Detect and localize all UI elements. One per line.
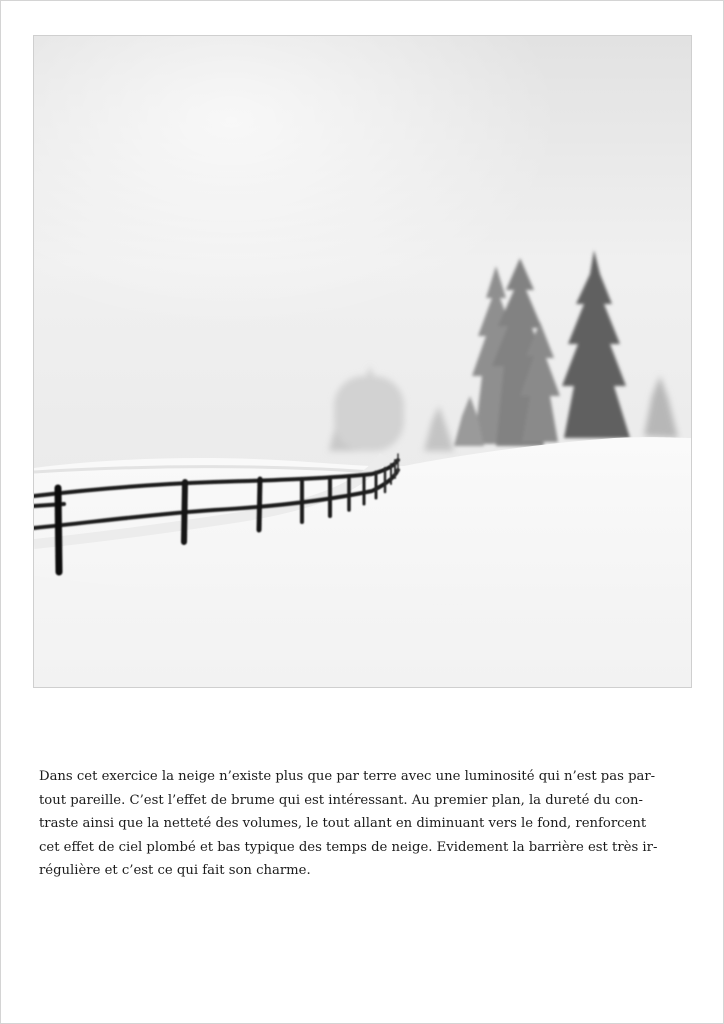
snow-landscape-photo (33, 35, 692, 688)
caption-line: régulière et c’est ce qui fait son charme. (39, 863, 311, 879)
caption-line: Dans cet exercice la neige n’existe plus que par terre avec une luminosité qui n’est pas par- (39, 769, 656, 784)
caption-line: tout pareille. C’est l’effet de brume qui est intéressant. Au premier plan, la dureté du con- (39, 792, 643, 808)
caption-line: traste ainsi que la netteté des volumes, le tout allant en diminuant vers le fond, renforcent (39, 816, 647, 832)
caption-line: cet effet de ciel plombé et bas typique des temps de neige. Evidement la barrière est très ir- (39, 839, 658, 855)
caption-paragraph (39, 765, 689, 883)
